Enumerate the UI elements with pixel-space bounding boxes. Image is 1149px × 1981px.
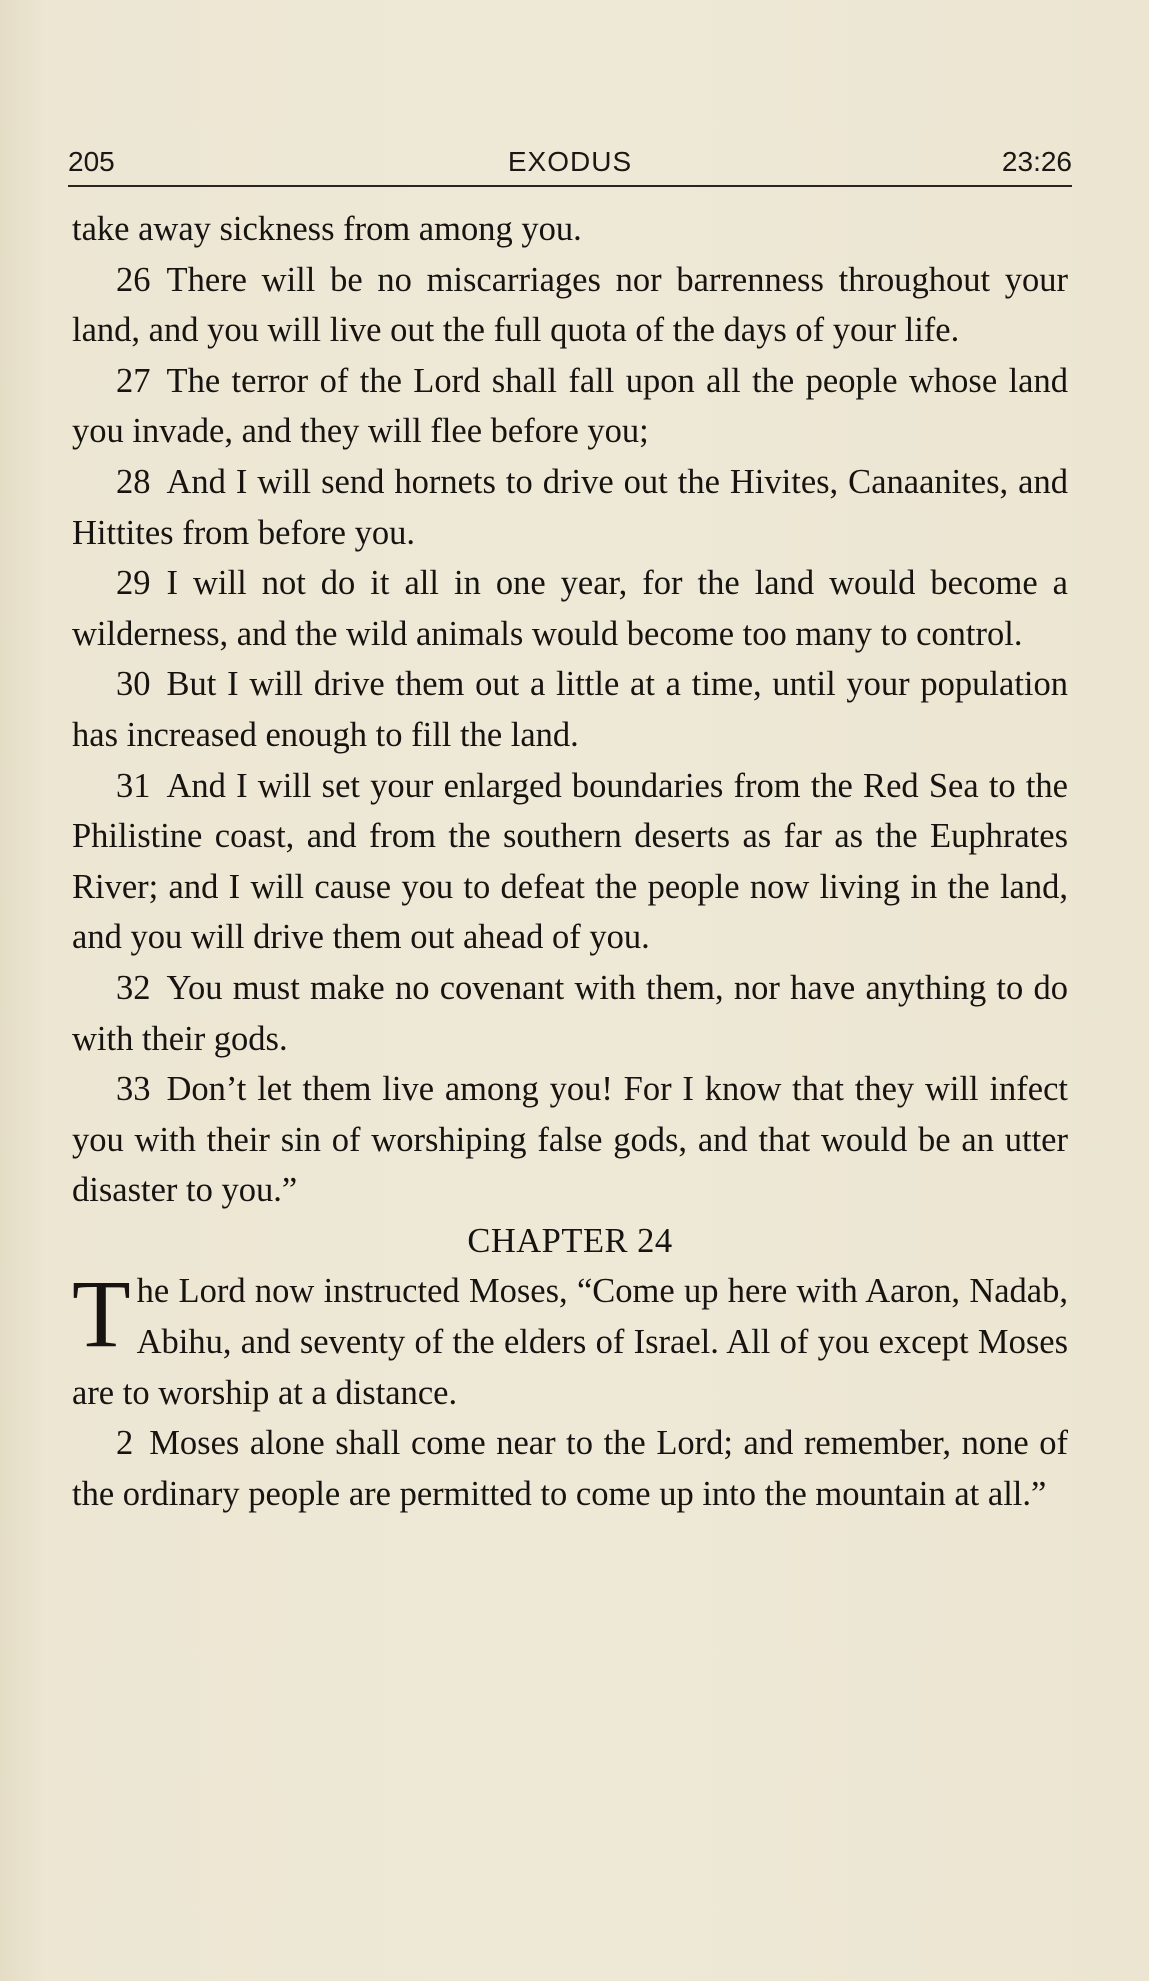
verse-number: 28 <box>116 462 151 501</box>
verse-30 <box>72 659 1068 760</box>
verse-text: And I will set your enlarged boundaries from the Red Sea to the Philistine coast, and from the southern deserts as far as the Euphrates River; and I will cause you to defeat the people now living in the land, and you will drive them out ahead of you. <box>72 766 1068 957</box>
verse-text: I will not do it all in one year, for the land would become a wilderness, and the wild animals would become too many to control. <box>72 564 1068 653</box>
page-number: 205 <box>68 146 115 177</box>
header-rule <box>68 185 1072 187</box>
verse-29 <box>72 558 1068 659</box>
verse-number: 29 <box>116 564 151 603</box>
continued-paragraph <box>72 204 1068 255</box>
drop-cap: T <box>72 1260 131 1368</box>
verse-32 <box>72 963 1068 1064</box>
chapter-heading: CHAPTER 24 <box>467 1221 673 1260</box>
verse-text: But I will drive them out a little at a time, until your population has increased enough to fill the land. <box>72 665 1068 754</box>
verse-text: You must make no covenant with them, nor have anything to do with their gods. <box>72 968 1068 1058</box>
paragraph-text: he Lord now instructed Moses, “Come up here with Aaron, Nadab, Abihu, and seventy of the elders of Israel. All of you except Moses are to worship at a distance. <box>72 1272 1068 1412</box>
verse-number: 30 <box>116 665 151 704</box>
verse-number: 26 <box>116 260 151 299</box>
verse-31 <box>72 761 1068 963</box>
running-header <box>68 146 1072 186</box>
verse-33 <box>72 1064 1068 1216</box>
chapter-verse-reference: 23:26 <box>1001 146 1072 177</box>
verse-text: Don’t let them live among you! For I know that they will infect you with their sin of worshiping false gods, and that would be an utter disaster to you.” <box>72 1070 1068 1210</box>
book-title: EXODUS <box>507 146 633 177</box>
verse-2 <box>72 1418 1068 1519</box>
verse-number: 31 <box>116 766 151 805</box>
verse-28 <box>72 457 1068 558</box>
page-body <box>72 204 1068 1519</box>
verse-text: And I will send hornets to drive out the Hivites, Canaanites, and Hittites from before you. <box>72 462 1068 552</box>
verse-number: 33 <box>116 1070 151 1109</box>
paragraph-text: take away sickness from among you. <box>72 210 582 248</box>
verse-number: 2 <box>116 1424 134 1463</box>
verse-number: 32 <box>116 968 151 1007</box>
verse-27 <box>72 356 1068 457</box>
verse-text: Moses alone shall come near to the Lord; and remember, none of the ordinary people are permitted to come up into the mountain at all.” <box>72 1424 1068 1513</box>
verse-number: 27 <box>116 361 151 400</box>
chapter-first-paragraph <box>72 1260 1068 1418</box>
verse-text: There will be no miscarriages nor barrenness throughout your land, and you will live out the full quota of the days of your life. <box>72 260 1068 350</box>
verse-26 <box>72 255 1068 356</box>
verse-text: The terror of the Lord shall fall upon all the people whose land you invade, and they will flee before you; <box>72 361 1068 451</box>
